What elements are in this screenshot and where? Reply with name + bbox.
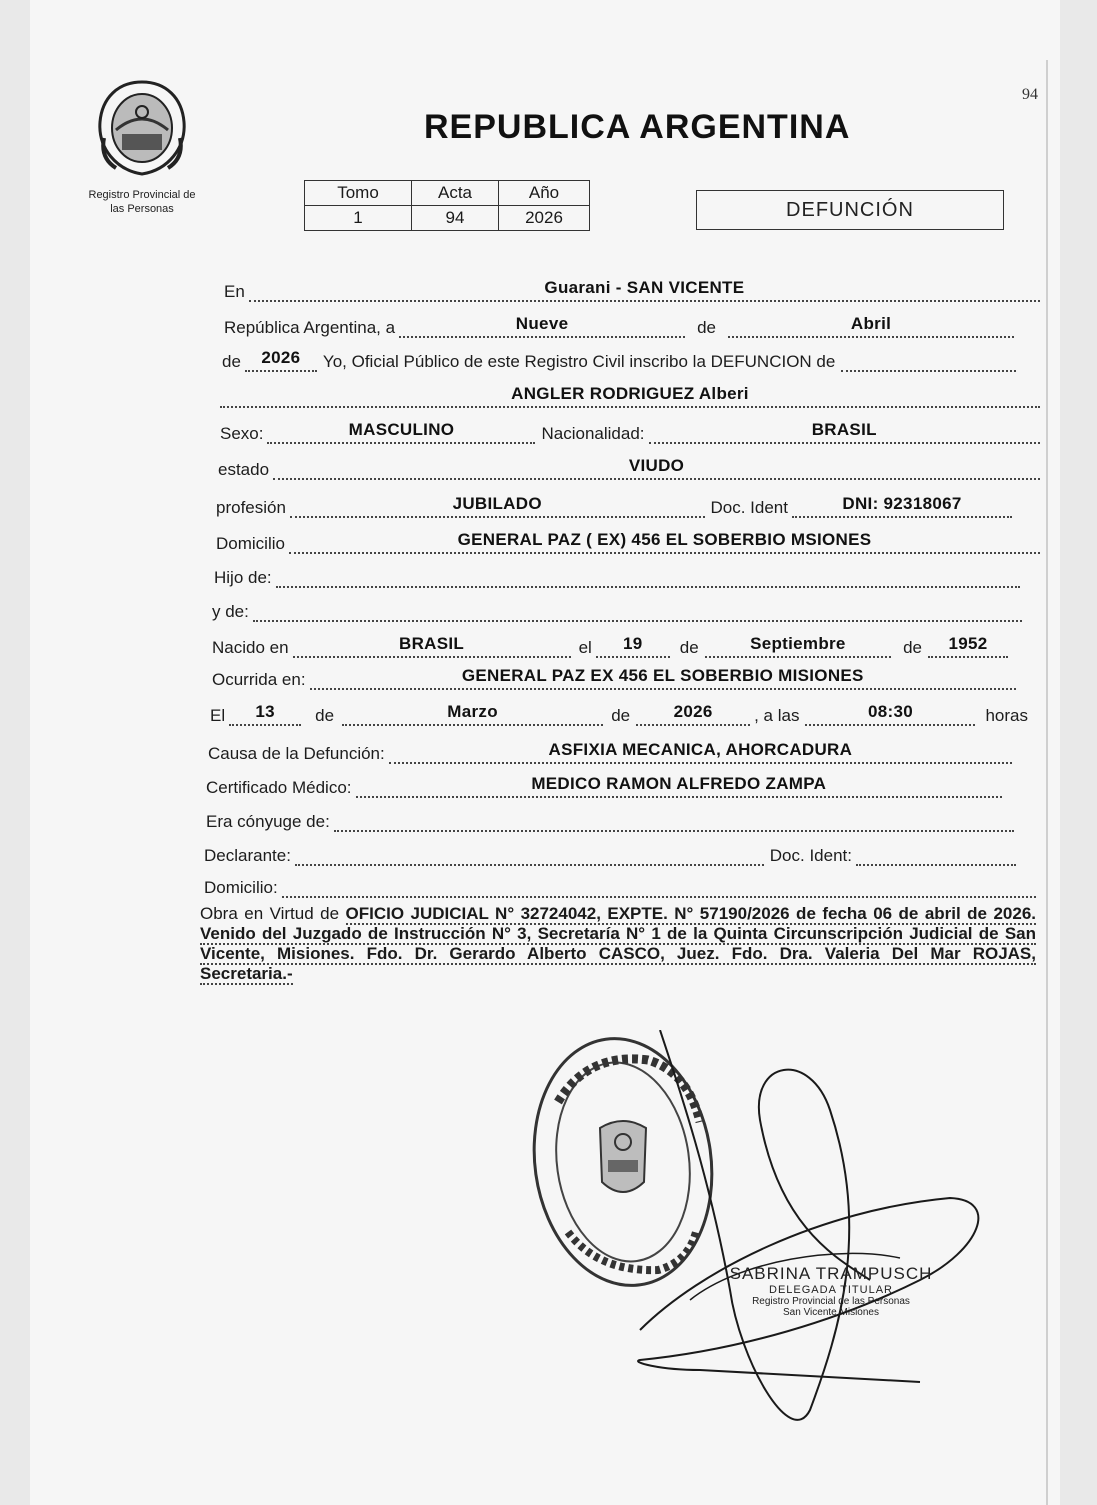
label-obra: Obra en Virtud de xyxy=(200,904,340,923)
row-domicilio2 xyxy=(204,872,1036,898)
reference-table xyxy=(304,180,590,231)
obra-text: OFICIO JUDICIAL N° 32724042, EXPTE. N° 57190/2026 de fecha 06 de abril de 2026. Venido del Juzgado de Instrucción N° 3, Secretaría N° 1 de la Quinta Circunscripción Judicial de San Vicente, Misiones. Fdo. Dr. Gerardo Alberto CASCO, Juez. Fdo. Dra. Valeria Del Mar ROJAS, Secretaria.- xyxy=(200,904,1037,983)
field-domicilio: GENERAL PAZ ( EX) 456 EL SOBERBIO MSIONES xyxy=(289,530,1040,554)
row-sexo xyxy=(220,418,1040,444)
field-def-anio: 2026 xyxy=(636,702,750,726)
field-dia: Nueve xyxy=(399,314,685,338)
label-de5: de xyxy=(611,706,631,725)
label-de3: de xyxy=(903,638,922,657)
anio-value: 2026 xyxy=(499,206,590,231)
acta-header: Acta xyxy=(412,181,499,206)
field-profesion: JUBILADO xyxy=(290,494,705,518)
label-estado: estado xyxy=(218,460,270,479)
label-doc-ident: Doc. Ident xyxy=(710,498,788,517)
record-type-box: DEFUNCIÓN xyxy=(696,190,1004,230)
signatory-block xyxy=(726,1264,936,1318)
page-title: REPUBLICA ARGENTINA xyxy=(424,108,851,146)
field-y-de xyxy=(253,598,1022,622)
label-yo-oficial: Yo, Oficial Público de este Registro Civil inscribo la DEFUNCION de xyxy=(322,352,836,371)
label-sexo: Sexo: xyxy=(220,424,264,443)
label-certificado: Certificado Médico: xyxy=(206,778,352,797)
label-nacido-en: Nacido en xyxy=(212,638,289,657)
label-hijo-de: Hijo de: xyxy=(214,568,272,587)
row-en xyxy=(224,276,1040,302)
field-anio: 2026 xyxy=(245,348,317,372)
field-domicilio2 xyxy=(282,874,1036,898)
field-mes: Abril xyxy=(728,314,1014,338)
field-nacionalidad: BRASIL xyxy=(649,420,1041,444)
registro-caption: Registro Provincial de las Personas xyxy=(88,189,196,215)
row-estado xyxy=(218,454,1040,480)
label-horas: horas xyxy=(985,706,1028,725)
row-fecha-defuncion xyxy=(210,700,1028,726)
tomo-value: 1 xyxy=(305,206,412,231)
field-conyuge xyxy=(334,808,1014,832)
field-nacido-anio: 1952 xyxy=(928,634,1008,658)
page-number: 94 xyxy=(1022,86,1038,103)
field-sexo: MASCULINO xyxy=(267,420,535,444)
label-conyuge: Era cónyuge de: xyxy=(206,812,330,831)
row-conyuge xyxy=(206,806,1014,832)
label-en: En xyxy=(224,282,245,301)
row-y-de xyxy=(212,596,1022,622)
label-domicilio: Domicilio xyxy=(216,534,285,553)
label-causa: Causa de la Defunción: xyxy=(208,744,385,763)
field-blank-de xyxy=(841,348,1016,372)
tomo-header: Tomo xyxy=(305,181,412,206)
sheet-edge xyxy=(1046,60,1048,1505)
signatory-location: San Vicente Misiones xyxy=(783,1307,879,1318)
label-nacionalidad: Nacionalidad: xyxy=(541,424,645,443)
field-lugar: Guarani - SAN VICENTE xyxy=(249,278,1040,302)
row-ocurrida xyxy=(212,664,1016,690)
reference-header-row xyxy=(305,181,590,206)
acta-value: 94 xyxy=(412,206,499,231)
field-def-hora: 08:30 xyxy=(805,702,975,726)
row-republica xyxy=(224,312,1014,338)
label-declarante: Declarante: xyxy=(204,846,291,865)
label-doc-ident2: Doc. Ident: xyxy=(769,846,852,865)
label-de-year: de xyxy=(222,352,241,371)
field-nacido-mes: Septiembre xyxy=(705,634,891,658)
label-profesion: profesión xyxy=(216,498,286,517)
field-ocurrida: GENERAL PAZ EX 456 EL SOBERBIO MISIONES xyxy=(310,666,1016,690)
label-de4: de xyxy=(315,706,335,725)
anio-header: Año xyxy=(499,181,590,206)
row-domicilio xyxy=(216,528,1040,554)
label-y-de: y de: xyxy=(212,602,249,621)
label-de2: de xyxy=(679,638,699,657)
field-nombre: ANGLER RODRIGUEZ Alberi xyxy=(220,384,1040,408)
field-nacido-dia: 19 xyxy=(596,634,670,658)
label-el: el xyxy=(578,638,592,657)
label-republica: República Argentina, a xyxy=(224,318,396,337)
obra-en-virtud-paragraph xyxy=(200,904,1036,984)
row-yo-oficial xyxy=(222,346,1016,372)
field-declarante xyxy=(295,842,764,866)
handwritten-signature xyxy=(620,1030,1000,1440)
label-el2: El xyxy=(210,706,226,725)
field-def-dia: 13 xyxy=(229,702,301,726)
label-ocurrida-en: Ocurrida en: xyxy=(212,670,306,689)
label-de: de xyxy=(697,318,716,337)
label-a-las: , a las xyxy=(754,706,800,725)
row-declarante xyxy=(204,840,1016,866)
field-hijo-de xyxy=(276,564,1020,588)
reference-value-row xyxy=(305,206,590,231)
row-nombre xyxy=(220,382,1040,408)
signatory-office: Registro Provincial de las Personas xyxy=(752,1296,910,1307)
field-nacido-lugar: BRASIL xyxy=(293,634,571,658)
row-profesion xyxy=(216,492,1012,518)
provincial-emblem-icon xyxy=(96,78,188,178)
signatory-name: SABRINA TRAMPUSCH xyxy=(729,1264,933,1283)
row-nacido xyxy=(212,632,1008,658)
field-def-mes: Marzo xyxy=(342,702,603,726)
field-estado: VIUDO xyxy=(273,456,1040,480)
field-doc-ident: DNI: 92318067 xyxy=(792,494,1012,518)
field-causa: ASFIXIA MECANICA, AHORCADURA xyxy=(389,740,1012,764)
row-causa xyxy=(208,738,1012,764)
field-doc-ident2 xyxy=(856,842,1016,866)
label-domicilio2: Domicilio: xyxy=(204,878,278,897)
field-certificado: MEDICO RAMON ALFREDO ZAMPA xyxy=(356,774,1002,798)
row-hijo-de xyxy=(214,562,1020,588)
row-certificado xyxy=(206,772,1002,798)
signatory-title: DELEGADA TITULAR xyxy=(769,1284,893,1296)
